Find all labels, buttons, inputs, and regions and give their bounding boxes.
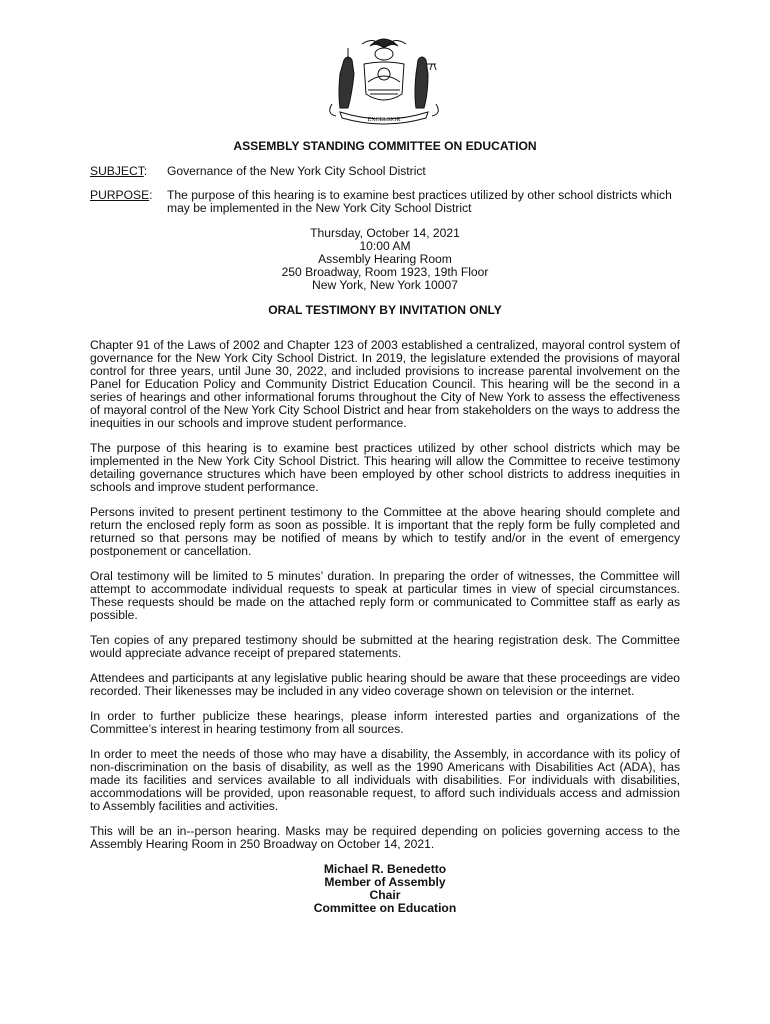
seal-motto: EXCELSIOR	[367, 117, 401, 123]
signatory-role: Chair	[369, 888, 401, 902]
signature-block	[90, 863, 680, 915]
event-details	[90, 227, 680, 292]
body-paragraph: This will be an in--person hearing. Masks may be required depending on policies governing access to the Assembly Hearing Room in 250 Broadway on October 14, 2021.	[90, 824, 680, 851]
body-paragraph: In order to further publicize these hearings, please inform interested parties and organizations of the Committee’s interest in hearing testimony from all sources.	[90, 709, 680, 736]
body-paragraph: Attendees and participants at any legislative public hearing should be aware that these proceedings are video recorded. Their likenesses may be included in any video coverage shown on television or the internet.	[90, 671, 680, 698]
event-venue: Assembly Hearing Room	[318, 252, 452, 266]
oral-testimony-notice: ORAL TESTIMONY BY INVITATION ONLY	[268, 303, 502, 317]
purpose-label: PURPOSE	[90, 188, 150, 202]
body-paragraph: Oral testimony will be limited to 5 minutes’ duration. In preparing the order of witnesses, the Committee will attempt to accommodate individual requests to speak at particular times in view of special circumstances. These requests should be made on the attached reply form or communicated to Committee staff as early as possible.	[90, 569, 680, 622]
body-paragraph: Persons invited to present pertinent testimony to the Committee at the above hearing should complete and return the enclosed reply form as soon as possible. It is important that the reply form be fully completed and returned so that persons may be notified of means by which to testify and/or in the event of emergency postponement or cancellation.	[90, 505, 680, 558]
event-date: Thursday, October 14, 2021	[310, 226, 460, 240]
event-time: 10:00 AM	[359, 239, 411, 253]
purpose-value: The purpose of this hearing is to examine best practices utilized by other school districts which may be implemented in the New York City School District	[167, 188, 672, 215]
event-address: 250 Broadway, Room 1923, 19th Floor	[281, 265, 489, 279]
document-page	[90, 140, 680, 915]
committee-heading: ASSEMBLY STANDING COMMITTEE ON EDUCATION	[233, 139, 537, 153]
body-paragraph: Ten copies of any prepared testimony should be submitted at the hearing registration desk. The Committee would appreciate advance receipt of prepared statements.	[90, 633, 680, 660]
event-city: New York, New York 10007	[312, 278, 458, 292]
signatory-title: Member of Assembly	[324, 875, 446, 889]
body-paragraph: The purpose of this hearing is to examine best practices utilized by other school districts which may be implemented in the New York City School District. This hearing will allow the Committee to receive testimony detailing governance structures which have been employed by other school districts to address inequities in schools and improve student performance.	[90, 441, 680, 494]
subject-value: Governance of the New York City School District	[167, 164, 426, 178]
purpose-row: PURPOSE: The purpose of this hearing is to examine best practices utilized by other school districts which may be implemented in the New York City School District	[90, 189, 680, 215]
signatory-committee: Committee on Education	[313, 901, 457, 915]
subject-row: SUBJECT: Governance of the New York City School District	[90, 165, 680, 178]
body-paragraph: Chapter 91 of the Laws of 2002 and Chapter 123 of 2003 established a centralized, mayoral control system of governance for the New York City School District. In 2019, the legislature extended the provisions of mayoral control for three years, until June 30, 2022, and included provisions to increase parental involvement on the Panel for Education Policy and Community District Education Council. This hearing will be the second in a series of hearings and other informational forums throughout the City of New York to assess the effectiveness of mayoral control of the New York City School District and hear from stakeholders on the ways to address the inequities in our schools and improve student performance.	[90, 338, 680, 430]
body-paragraph: In order to meet the needs of those who may have a disability, the Assembly, in accordance with its policy of non-discrimination on the basis of disability, as well as the 1990 Americans with Disabilities Act (ADA), has made its facilities and services available to all individuals with disabilities. For individuals with disabilities, accommodations will be provided, upon reasonable request, to afford such individuals access and admission to Assembly facilities and activities.	[90, 747, 680, 813]
signatory-name: Michael R. Benedetto	[323, 862, 447, 876]
new-york-state-seal	[322, 34, 446, 126]
subject-label: SUBJECT	[90, 164, 144, 178]
